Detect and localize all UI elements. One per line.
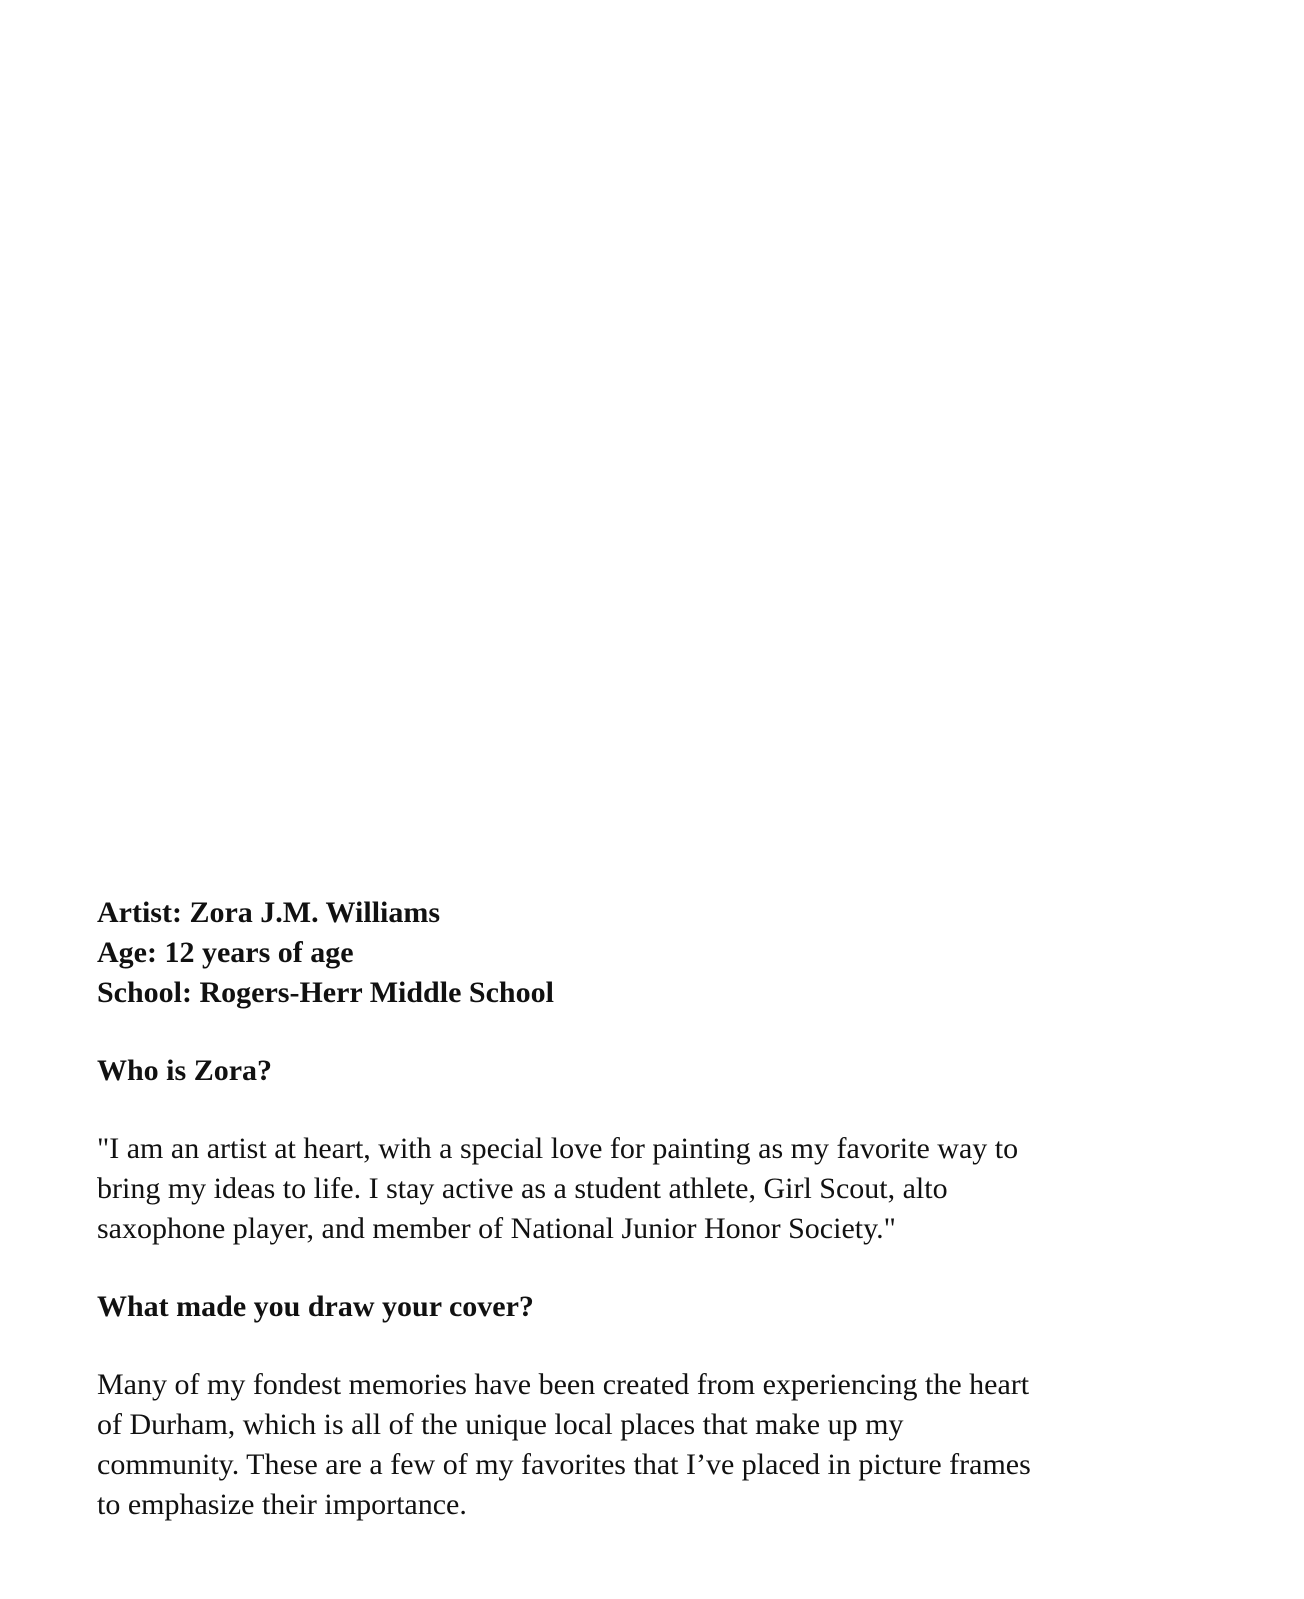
answer-1-line: "I am an artist at heart, with a special love for painting as my favorite way to [97, 1132, 1019, 1165]
age-line: Age: 12 years of age [97, 936, 354, 969]
question-heading-2: What made you draw your cover? [97, 1290, 534, 1323]
spacer [97, 1013, 1197, 1051]
spacer [97, 1091, 1197, 1129]
answer-2-line: Many of my fondest memories have been created from experiencing the heart [97, 1368, 1030, 1401]
spacer [97, 1327, 1197, 1365]
answer-2-line: community. These are a few of my favorites that I’ve placed in picture frames [97, 1448, 1031, 1481]
question-heading-1: Who is Zora? [97, 1054, 273, 1087]
answer-2-line: to emphasize their importance. [97, 1488, 467, 1521]
document-body [97, 893, 1197, 1525]
answer-2-line: of Durham, which is all of the unique local places that make up my [97, 1408, 904, 1441]
answer-1-line: saxophone player, and member of National Junior Honor Society." [97, 1212, 896, 1245]
spacer [97, 1249, 1197, 1287]
answer-paragraph-2 [97, 1365, 1197, 1525]
school-line: School: Rogers-Herr Middle School [97, 976, 554, 1009]
artist-line: Artist: Zora J.M. Williams [97, 896, 441, 929]
answer-1-line: bring my ideas to life. I stay active as a student athlete, Girl Scout, alto [97, 1172, 948, 1205]
answer-paragraph-1 [97, 1129, 1197, 1249]
